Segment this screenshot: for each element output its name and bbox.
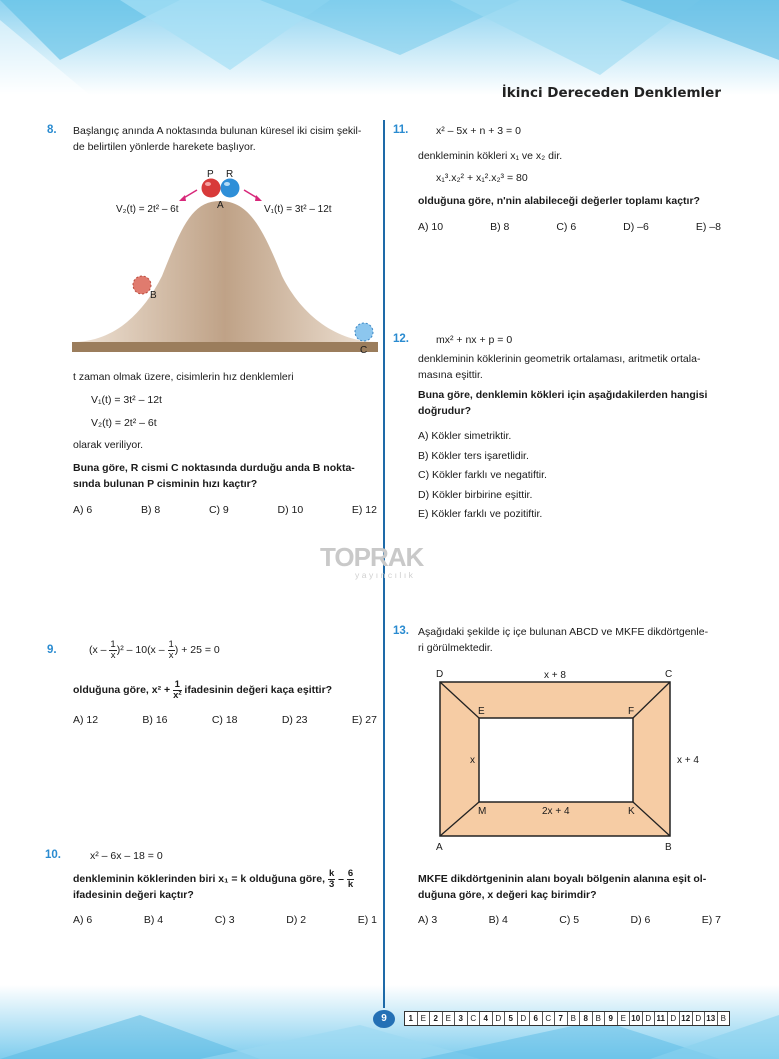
label-a: A [436,842,443,853]
label-b: B [665,842,672,853]
label-e: E [478,706,485,717]
answer-key-letter: D [493,1012,506,1025]
q12-text1: denkleminin köklerinin geometrik ortalaması, aritmetik ortala- [418,353,701,365]
hill-shape [72,201,378,342]
watermark-subtitle: yayıncılık [355,570,416,580]
answer-key-letter: E [418,1012,431,1025]
q9-options [73,714,377,726]
q10-options [73,914,377,926]
page-title: İkinci Dereceden Denklemler [501,85,721,101]
q9-number: 9. [47,644,57,656]
option-c[interactable]: C) 18 [211,714,238,726]
q12-options [418,430,547,528]
q11-equation: x² – 5x + n + 3 = 0 [436,125,521,137]
q8-hill-figure [72,166,378,356]
answer-key-number: 8 [580,1012,593,1025]
answer-key-number: 4 [480,1012,493,1025]
q8-question-line1: Buna göre, R cismi C noktasında durduğu anda B nokta- [73,462,355,474]
q12-equation: mx² + nx + p = 0 [436,334,513,346]
label-right-length: x + 4 [677,755,699,766]
option-b[interactable]: B) 8 [490,221,510,233]
answer-key-letter: B [720,1014,726,1023]
option-d[interactable]: D) 23 [281,714,308,726]
q11-question: olduğuna göre, n'nin alabileceği değerler toplamı kaçtır? [418,195,700,207]
answer-key-number: 2 [430,1012,443,1025]
answer-key-letter: B [593,1012,606,1025]
answer-key-number: 12 [680,1012,693,1025]
q10-question: denkleminin köklerinden biri x₁ = k olduğuna göre, $\frac{k}{3}$ – $\frac{6}{k}$ [73,867,354,890]
label-c: C [665,669,673,680]
header-decoration [0,0,779,95]
option-c[interactable]: C) Kökler farklı ve negatiftir. [418,469,547,481]
q8-intro-line1: Başlangıç anında A noktasında bulunan küresel iki cisim şekil- [73,125,362,137]
q13-text2: ri görülmektedir. [418,642,493,654]
option-b[interactable]: B) 8 [140,504,161,516]
q11-text1: denkleminin kökleri x₁ ve x₂ dir. [418,150,563,162]
q8-number: 8. [47,124,57,136]
watermark-logo: TOPRAK [320,542,424,572]
answer-key-letter: D [668,1012,681,1025]
label-d: D [436,669,444,680]
ball-p [202,179,221,198]
label-k: K [628,806,635,817]
page-number: 9 [373,1010,395,1028]
option-a[interactable]: A) 12 [73,714,99,726]
q12-text2: masına eşittir. [418,369,483,381]
label-inner-bottom: 2x + 4 [542,806,570,817]
answer-key-letter: D [518,1012,531,1025]
answer-key-number: 3 [455,1012,468,1025]
option-b[interactable]: B) 4 [143,914,164,926]
option-c[interactable]: C) 5 [559,914,580,926]
answer-key-letter: D [643,1012,656,1025]
option-d[interactable]: D) 10 [277,504,304,516]
answer-key-number: 5 [505,1012,518,1025]
v1-label: V₁(t) = 3t² – 12t [264,204,332,215]
q11-number: 11. [393,124,409,136]
option-d[interactable]: D) –6 [623,221,649,233]
option-b[interactable]: B) Kökler ters işaretlidir. [418,449,529,462]
label-inner-left: x [470,755,475,766]
answer-key-number: 1 [405,1012,418,1025]
option-c[interactable]: C) 3 [214,914,235,926]
option-d[interactable]: D) 6 [630,914,651,926]
answer-key-letter: E [618,1012,631,1025]
ball-r [221,179,240,198]
label-top-length: x + 8 [544,670,566,681]
label-f: F [628,706,635,717]
q13-rectangle-figure [430,664,720,856]
label-b: B [150,290,157,301]
option-d[interactable]: D) Kökler birbirine eşittir. [418,488,533,501]
answer-key-letter: C [468,1012,481,1025]
q11-options [418,221,721,233]
option-b[interactable]: B) 4 [488,914,508,926]
option-e[interactable]: E) 12 [351,504,377,516]
answer-key-number: 13 [705,1012,718,1025]
q10-equation: x² – 6x – 18 = 0 [90,850,163,862]
option-e[interactable]: E) –8 [695,221,721,233]
q9-question: olduğuna göre, x² + $\frac{1}{\text{x²}}$ ifadesinin değeri kaça eşittir? [73,678,333,701]
q13-options [418,914,721,926]
q12-number: 12. [393,333,409,345]
answer-key-letter: E [443,1012,456,1025]
inner-rect-mkfe [479,718,633,802]
option-a[interactable]: A) 10 [418,221,444,233]
answer-key-letter: B [568,1012,581,1025]
option-a[interactable]: A) 6 [73,504,93,516]
q12-question-line2: doğrudur? [418,405,472,417]
option-b[interactable]: B) 16 [142,714,168,726]
q8-eq1: V₁(t) = 3t² – 12t [91,394,162,406]
answer-key-number: 10 [630,1012,643,1025]
q13-question-line2: duğuna göre, x değeri kaç birimdir? [418,889,597,901]
option-e[interactable]: E) 27 [351,714,377,726]
q10-question-line2: ifadesinin değeri kaçtır? [73,889,194,901]
q8-options [73,504,377,516]
label-r: R [226,169,234,180]
q13-number: 13. [393,625,409,637]
answer-key-number: 11 [655,1012,668,1025]
q8-text2: olarak veriliyor. [73,439,144,451]
label-a: A [217,200,224,211]
option-c[interactable]: C) 6 [556,221,577,233]
q8-text1: t zaman olmak üzere, cisimlerin hız denklemleri [73,371,294,383]
option-a[interactable]: A) 3 [418,914,438,926]
v2-label: V₂(t) = 2t² – 6t [116,204,179,215]
q8-intro-line2: de belirtilen yönlerde harekete başlıyor. [73,141,256,153]
ball-at-c [355,323,373,341]
ground-bar [72,342,378,352]
q13-text1: Aşağıdaki şekilde iç içe bulunan ABCD ve MKFE dikdörtgenle- [418,626,709,638]
answer-key-number: 6 [530,1012,543,1025]
answer-key-number: 7 [555,1012,568,1025]
q13-question-line1: MKFE dikdörtgeninin alanı boyalı bölgenin alanına eşit ol- [418,873,707,885]
answer-key-strip [404,1011,730,1026]
q9-equation: (x – $\frac{1}{x}$ )² – 10(x – $\frac{1}{x}$ ) + 25 = 0 [89,638,220,661]
answer-key-letter: C [543,1012,556,1025]
option-e[interactable]: E) 1 [357,914,377,926]
answer-key-number: 9 [605,1012,618,1025]
label-p: P [207,169,214,180]
q11-condition: x₁³.x₂² + x₁².x₂³ = 80 [436,172,528,184]
option-c[interactable]: C) 9 [208,504,229,516]
q8-eq2: V₂(t) = 2t² – 6t [91,417,157,429]
ball-at-b [133,276,151,294]
option-e[interactable]: E) 7 [701,914,721,926]
q12-question-line1: Buna göre, denklemin kökleri için aşağıdakilerden hangisi [418,389,708,401]
q10-number: 10. [45,849,61,861]
label-c: C [360,345,368,356]
option-e[interactable]: E) Kökler farklı ve pozitiftir. [418,508,543,520]
q8-question-line2: sında bulunan P cisminin hızı kaçtır? [73,478,258,490]
option-d[interactable]: D) 2 [286,914,307,926]
label-m: M [478,806,487,817]
answer-key-letter: D [693,1012,706,1025]
option-a[interactable]: A) Kökler simetriktir. [418,430,512,442]
option-a[interactable]: A) 6 [73,914,93,926]
